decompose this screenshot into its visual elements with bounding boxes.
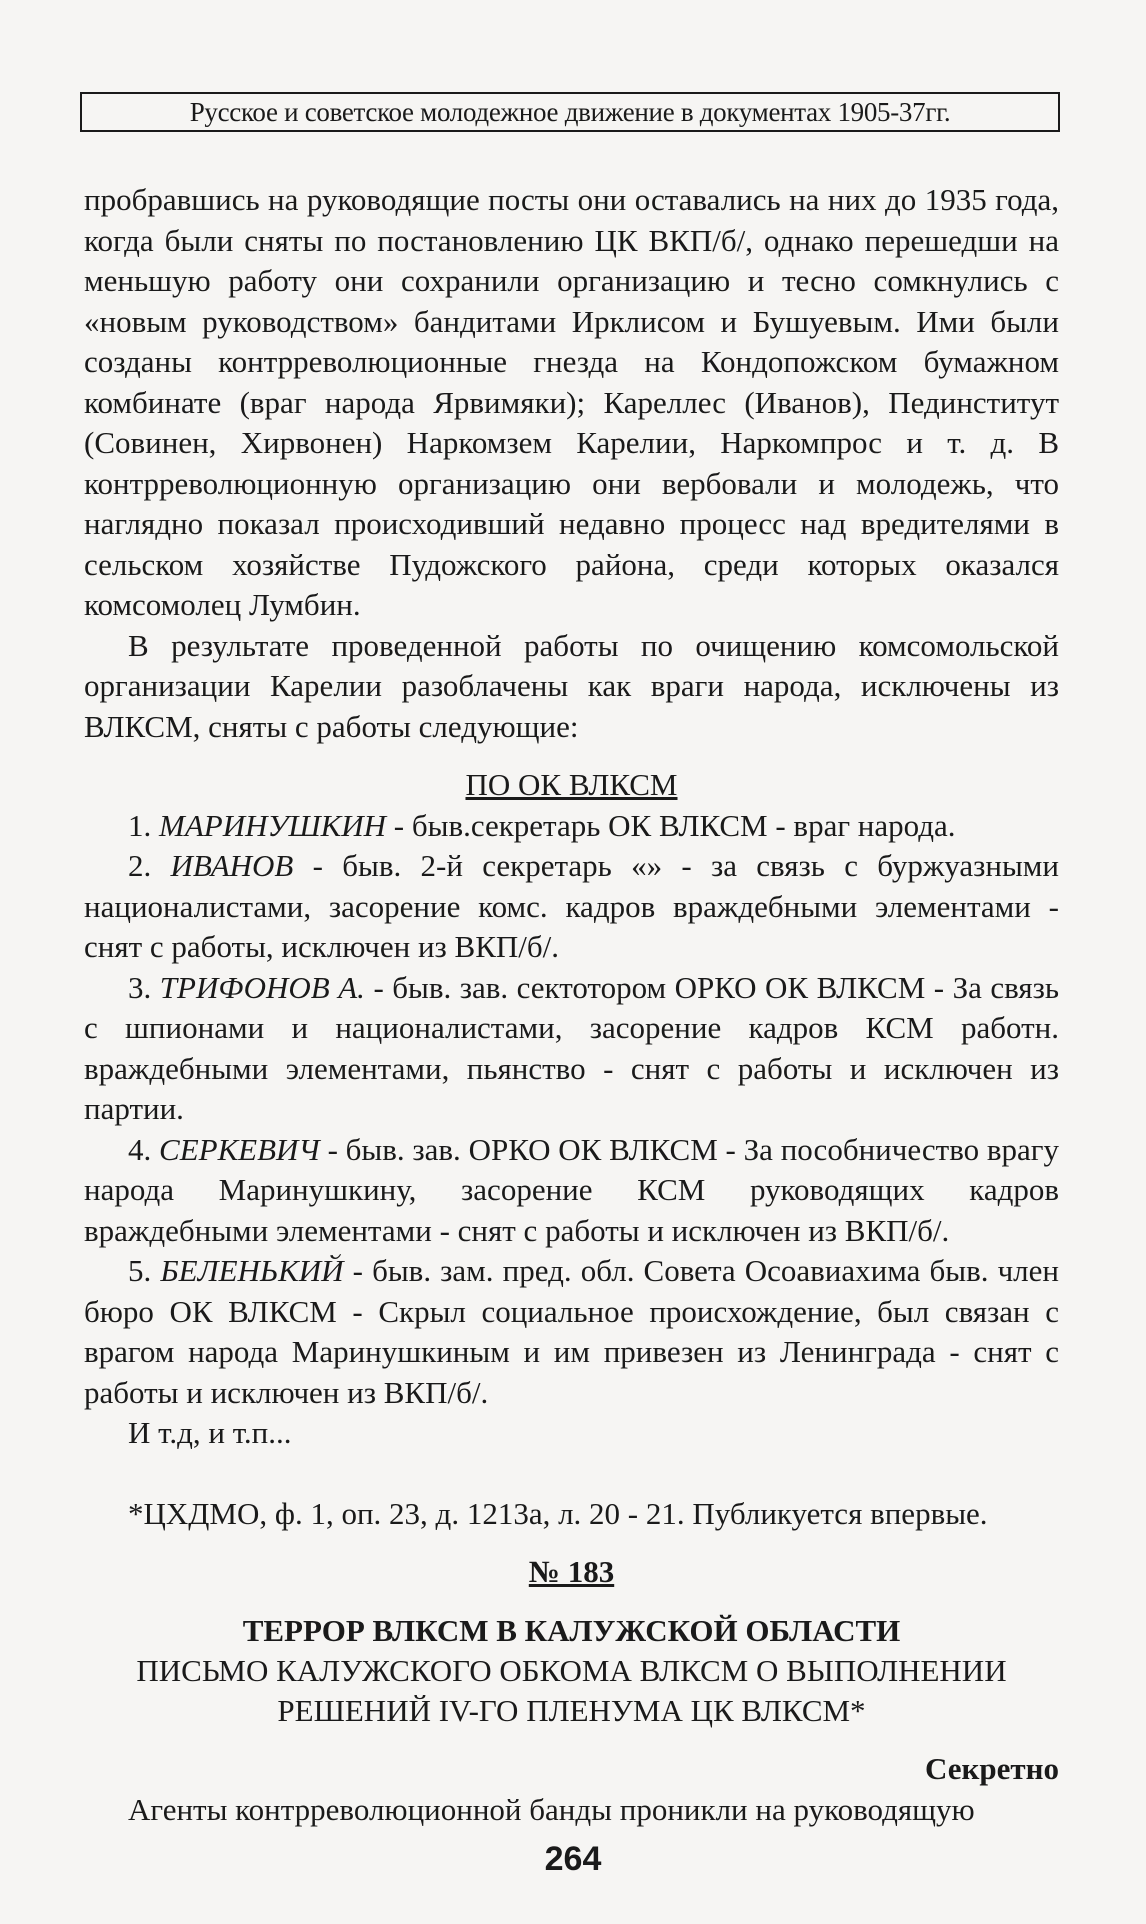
classification-label: Секретно: [925, 1751, 1059, 1786]
list-item-text: - быв. 2-й секретарь «» - за связь с буржуазными националистами, засорение комс. кадров враждебными элементами - снят с работы, исключен из ВКП/б/.: [84, 848, 1059, 964]
list-item-name: ИВАНОВ: [170, 848, 294, 883]
result-paragraph: В результате проведенной работы по очищению комсомольской организации Карелии разоблачены как враги народа, исключены из ВЛКСМ, сняты с работы следующие:: [84, 627, 1059, 744]
list-item-text: - быв. зав. ОРКО ОК ВЛКСМ - За пособничество врагу народа Маринушкину, засорение КСМ руководящих кадров враждебными элементами - снят с работы и исключен из ВКП/б/.: [84, 1131, 1060, 1248]
list-item-text: - быв. зав. сектотором ОРКО ОК ВЛКСМ - За связь с шпионами и националистами, засорение кадров КСМ работн. враждебными элементами, пьянство - снят с работы и исключен из партии.: [84, 969, 1060, 1126]
document-number: [84, 1552, 1059, 1593]
list-heading-text: ПО ОК ВЛКСМ: [465, 767, 678, 802]
list-etc: И т.д, и т.п...: [128, 1415, 292, 1450]
list-item: [84, 1251, 1059, 1413]
page-body: [84, 180, 1059, 1830]
list-item-text: - быв. зам. пред. обл. Совета Осоавиахима быв. член бюро ОК ВЛКСМ - Скрыл социальное происхождение, был связан с врагом народа Маринушкиным и им привезен из Ленинграда - снят с работы и исключен из ВКП/б/.: [84, 1253, 1059, 1410]
document-number-text: № 183: [528, 1554, 615, 1589]
running-header: [80, 92, 1060, 132]
list-item: [84, 1130, 1059, 1252]
intro-paragraph: пробравшись на руководящие посты они оставались на них до 1935 года, когда были сняты по постановлению ЦК ВКП/б/, однако перешедши на меньшую работу они сохранили организацию и тесно сомкнулись с «новым руководством» бандитами Ирклисом и Бушуевым. Ими были созданы контрреволюционные гнезда на Кондопожском бумажном комбинате (враг народа Ярвимяки); Кареллес (Иванов), Пединститут (Совинен, Хирвонен) Наркомзем Карелии, Наркомпрос и т. д. В контрреволюционную организацию они вербовали и молодежь, что наглядно показал происходивший недавно процесс над вредителями в сельском хозяйстве Пудожского района, среди которых оказался комсомолец Лумбин.: [84, 182, 1059, 622]
list-heading: [84, 765, 1059, 806]
list-item: [84, 806, 1059, 847]
list-item-number: 2.: [128, 848, 152, 883]
list-item-name: ТРИФОНОВ А.: [159, 969, 365, 1005]
list-item-number: 5.: [128, 1253, 152, 1288]
running-header-title: Русское и советское молодежное движение в документах 1905-37гг.: [189, 97, 951, 127]
list-item-name: СЕРКЕВИЧ: [159, 1131, 320, 1167]
source-note: *ЦХДМО, ф. 1, оп. 23, д. 1213а, л. 20 - 21. Публикуется впервые.: [128, 1495, 988, 1531]
list-item: [84, 968, 1059, 1130]
list-item-number: 3.: [128, 969, 152, 1005]
list-item: [84, 846, 1059, 968]
document-title: ТЕРРОР ВЛКСМ В КАЛУЖСКОЙ ОБЛАСТИ: [242, 1612, 901, 1648]
list-item-name: МАРИНУШКИН: [159, 807, 387, 843]
page-number: 264: [544, 1840, 602, 1878]
document-subtitle: ПИСЬМО КАЛУЖСКОГО ОБКОМА ВЛКСМ О ВЫПОЛНЕНИИ РЕШЕНИЙ IV-ГО ПЛЕНУМА ЦК ВЛКСМ*: [136, 1653, 1007, 1728]
expelled-list: [84, 806, 1059, 1414]
list-item-name: БЕЛЕНЬКИЙ: [160, 1253, 344, 1288]
document-first-line: Агенты контрреволюционной банды проникли на руководящую: [128, 1791, 975, 1827]
list-item-number: 4.: [128, 1131, 152, 1167]
list-item-number: 1.: [128, 807, 152, 843]
list-item-text: - быв.секретарь ОК ВЛКСМ - враг народа.: [386, 807, 956, 843]
